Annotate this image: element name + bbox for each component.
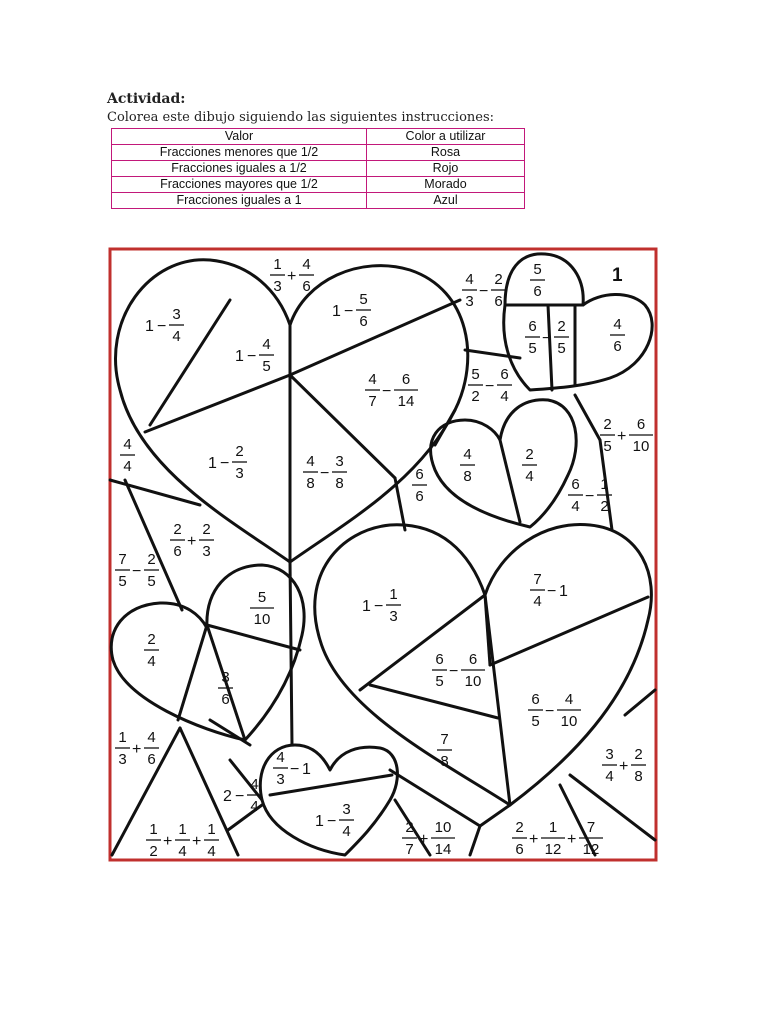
numerator: 2 xyxy=(405,819,414,836)
operator: − xyxy=(327,813,337,830)
denominator: 3 xyxy=(389,608,398,625)
legend-color: Rojo xyxy=(367,161,525,177)
numerator: 6 xyxy=(415,466,424,483)
fraction-expression xyxy=(145,306,184,345)
denominator: 8 xyxy=(463,468,472,485)
fraction-expression xyxy=(437,731,452,770)
denominator: 2 xyxy=(600,498,609,515)
numerator: 6 xyxy=(531,691,540,708)
numerator: 6 xyxy=(571,476,580,493)
numerator: 1 xyxy=(600,476,609,493)
denominator: 3 xyxy=(235,465,244,482)
denominator: 8 xyxy=(306,475,315,492)
numerator: 1 xyxy=(149,821,158,838)
numerator: 6 xyxy=(401,371,411,388)
heart-middle-right xyxy=(431,400,580,527)
denominator: 5 xyxy=(147,573,156,590)
denominator: 10 xyxy=(253,611,271,628)
numerator: 1 xyxy=(178,821,187,838)
numerator: 7 xyxy=(533,571,542,588)
fraction-expression xyxy=(120,436,135,475)
legend-value: Fracciones menores que 1/2 xyxy=(112,145,367,161)
operator: − xyxy=(290,761,300,778)
legend-color: Rosa xyxy=(367,145,525,161)
denominator: 4 xyxy=(500,388,509,405)
numerator: 1 xyxy=(389,586,398,603)
fraction-expression xyxy=(208,443,247,482)
numerator: 7 xyxy=(586,819,596,836)
numerator: 4 xyxy=(463,446,472,463)
fraction-expression xyxy=(223,776,262,815)
fraction-expression xyxy=(600,416,653,455)
numerator: 4 xyxy=(465,271,474,288)
legend-color: Azul xyxy=(367,193,525,209)
operator: + xyxy=(567,831,577,848)
fraction-expression xyxy=(218,669,233,708)
operator: − xyxy=(235,788,245,805)
operator: + xyxy=(419,831,429,848)
denominator: 4 xyxy=(605,768,614,785)
numerator: 1 xyxy=(207,821,216,838)
denominator: 6 xyxy=(147,751,156,768)
operator: + xyxy=(187,533,197,550)
fraction-expression xyxy=(270,256,314,295)
whole-number: 1 xyxy=(235,348,244,365)
operator: − xyxy=(545,703,555,720)
operator: + xyxy=(619,758,629,775)
numerator: 2 xyxy=(202,521,211,538)
numerator: 6 xyxy=(435,651,444,668)
numerator: 5 xyxy=(359,291,368,308)
numerator: 4 xyxy=(276,749,285,766)
instructions-text: Colorea este dibujo siguiendo las siguientes instrucciones: xyxy=(107,110,495,125)
fraction-expression xyxy=(530,571,568,610)
operator: − xyxy=(449,663,459,680)
denominator: 5 xyxy=(531,713,540,730)
fraction-labels xyxy=(115,256,653,860)
denominator: 4 xyxy=(123,458,132,475)
operator: − xyxy=(344,303,354,320)
operator: − xyxy=(320,465,330,482)
denominator: 6 xyxy=(415,488,424,505)
denominator: 4 xyxy=(533,593,542,610)
denominator: 4 xyxy=(172,328,181,345)
denominator: 2 xyxy=(471,388,480,405)
numerator: 4 xyxy=(123,436,132,453)
activity-heading: Actividad: xyxy=(107,91,186,107)
numerator: 2 xyxy=(603,416,612,433)
denominator: 7 xyxy=(405,841,414,858)
fraction-expression xyxy=(468,366,512,405)
fraction-expression xyxy=(365,371,418,410)
numerator: 1 xyxy=(118,729,127,746)
numerator: 3 xyxy=(172,306,181,323)
fraction-expression xyxy=(432,651,485,690)
denominator: 4 xyxy=(207,843,216,860)
fraction-expression xyxy=(273,749,311,788)
whole-number: 1 xyxy=(315,813,324,830)
fraction-expression xyxy=(530,261,545,300)
operator: + xyxy=(192,833,202,850)
operator: − xyxy=(547,583,557,600)
denominator: 12 xyxy=(582,841,600,858)
fraction-expression xyxy=(315,801,354,840)
whole-number: 1 xyxy=(208,455,217,472)
denominator: 8 xyxy=(440,753,449,770)
denominator: 6 xyxy=(613,338,622,355)
whole-number: 1 xyxy=(362,598,371,615)
denominator: 5 xyxy=(435,673,444,690)
fraction-expression xyxy=(512,819,603,858)
numerator: 6 xyxy=(500,366,509,383)
denominator: 6 xyxy=(173,543,182,560)
denominator: 12 xyxy=(544,841,562,858)
denominator: 8 xyxy=(335,475,344,492)
fraction-expression xyxy=(522,446,537,485)
numerator: 4 xyxy=(564,691,574,708)
denominator: 6 xyxy=(515,841,524,858)
operator: − xyxy=(247,348,257,365)
numerator: 4 xyxy=(613,316,622,333)
denominator: 6 xyxy=(221,691,230,708)
operator: − xyxy=(585,488,595,505)
legend-value: Fracciones iguales a 1/2 xyxy=(112,161,367,177)
operator: + xyxy=(287,268,297,285)
numerator: 2 xyxy=(557,318,566,335)
numerator: 2 xyxy=(494,271,503,288)
operator: − xyxy=(374,598,384,615)
denominator: 3 xyxy=(202,543,211,560)
whole-number: 1 xyxy=(302,761,311,778)
numerator: 2 xyxy=(515,819,524,836)
legend-value: Fracciones iguales a 1 xyxy=(112,193,367,209)
numerator: 10 xyxy=(434,819,452,836)
denominator: 6 xyxy=(533,283,542,300)
numerator: 7 xyxy=(118,551,127,568)
numerator: 4 xyxy=(368,371,377,388)
fraction-expression xyxy=(303,453,347,492)
denominator: 5 xyxy=(528,340,537,357)
denominator: 14 xyxy=(397,393,415,410)
operator: + xyxy=(132,741,142,758)
operator: − xyxy=(157,318,167,335)
heart-middle-left xyxy=(111,565,304,740)
numerator: 2 xyxy=(147,631,156,648)
fraction-expression xyxy=(602,746,646,785)
legend-value: Fracciones mayores que 1/2 xyxy=(112,177,367,193)
outline-drawing xyxy=(110,254,655,855)
denominator: 3 xyxy=(273,278,282,295)
numerator: 5 xyxy=(533,261,542,278)
operator: + xyxy=(529,831,539,848)
fraction-expression xyxy=(412,466,427,505)
denominator: 4 xyxy=(525,468,534,485)
operator: + xyxy=(617,428,627,445)
numerator: 4 xyxy=(262,336,271,353)
fraction-expression xyxy=(115,551,159,590)
denominator: 3 xyxy=(465,293,474,310)
whole-number: 1 xyxy=(559,583,568,600)
numerator: 2 xyxy=(634,746,643,763)
numerator: 7 xyxy=(440,731,449,748)
numerator: 3 xyxy=(342,801,351,818)
operator: − xyxy=(132,563,142,580)
denominator: 3 xyxy=(118,751,127,768)
denominator: 3 xyxy=(276,771,285,788)
numerator: 1 xyxy=(273,256,282,273)
denominator: 4 xyxy=(147,653,156,670)
denominator: 5 xyxy=(603,438,612,455)
fraction-expression xyxy=(460,446,475,485)
denominator: 6 xyxy=(494,293,503,310)
operator: − xyxy=(485,378,495,395)
operator: − xyxy=(382,383,392,400)
fraction-expression xyxy=(525,318,569,357)
legend-header-value: Valor xyxy=(112,129,367,145)
denominator: 14 xyxy=(434,841,452,858)
denominator: 2 xyxy=(149,843,158,860)
numerator: 2 xyxy=(173,521,182,538)
numerator: 5 xyxy=(257,589,267,606)
numerator: 2 xyxy=(147,551,156,568)
operator: − xyxy=(220,455,230,472)
fraction-expression xyxy=(462,271,506,310)
numerator: 3 xyxy=(221,669,230,686)
fraction-expression xyxy=(362,586,401,625)
fraction-expression xyxy=(144,631,159,670)
numerator: 3 xyxy=(335,453,344,470)
numerator: 4 xyxy=(147,729,156,746)
fraction-expression xyxy=(170,521,214,560)
denominator: 5 xyxy=(118,573,127,590)
numerator: 1 xyxy=(548,819,558,836)
whole-number: 1 xyxy=(332,303,341,320)
fraction-expression xyxy=(115,729,159,768)
denominator: 5 xyxy=(262,358,271,375)
denominator: 10 xyxy=(464,673,482,690)
operator: − xyxy=(542,330,552,347)
whole-number: 1 xyxy=(145,318,154,335)
operator: + xyxy=(163,833,173,850)
fraction-expression xyxy=(528,691,581,730)
fraction-expression xyxy=(568,476,612,515)
numerator: 4 xyxy=(306,453,315,470)
numerator: 2 xyxy=(235,443,244,460)
corner-number: 1 xyxy=(612,265,623,286)
denominator: 7 xyxy=(368,393,377,410)
numerator: 4 xyxy=(250,776,259,793)
fraction-expression xyxy=(332,291,371,330)
fraction-expression xyxy=(250,589,274,628)
numerator: 4 xyxy=(302,256,311,273)
numerator: 6 xyxy=(528,318,537,335)
numerator: 6 xyxy=(636,416,646,433)
denominator: 6 xyxy=(302,278,311,295)
numerator: 5 xyxy=(471,366,480,383)
operator: − xyxy=(479,283,489,300)
whole-number: 2 xyxy=(223,788,232,805)
legend-header-color: Color a utilizar xyxy=(367,129,525,145)
numerator: 6 xyxy=(468,651,478,668)
fraction-expression xyxy=(146,821,219,860)
denominator: 8 xyxy=(634,768,643,785)
denominator: 4 xyxy=(342,823,351,840)
numerator: 3 xyxy=(605,746,614,763)
fraction-expression xyxy=(235,336,274,375)
fraction-expression xyxy=(610,316,625,355)
denominator: 10 xyxy=(560,713,578,730)
heart-bottom-right xyxy=(315,524,652,805)
denominator: 4 xyxy=(250,798,259,815)
numerator: 2 xyxy=(525,446,534,463)
denominator: 4 xyxy=(571,498,580,515)
denominator: 6 xyxy=(359,313,368,330)
heart-top-right xyxy=(504,254,652,390)
denominator: 4 xyxy=(178,843,187,860)
denominator: 5 xyxy=(557,340,566,357)
legend-color: Morado xyxy=(367,177,525,193)
denominator: 10 xyxy=(632,438,650,455)
heart-top-left xyxy=(116,260,468,562)
